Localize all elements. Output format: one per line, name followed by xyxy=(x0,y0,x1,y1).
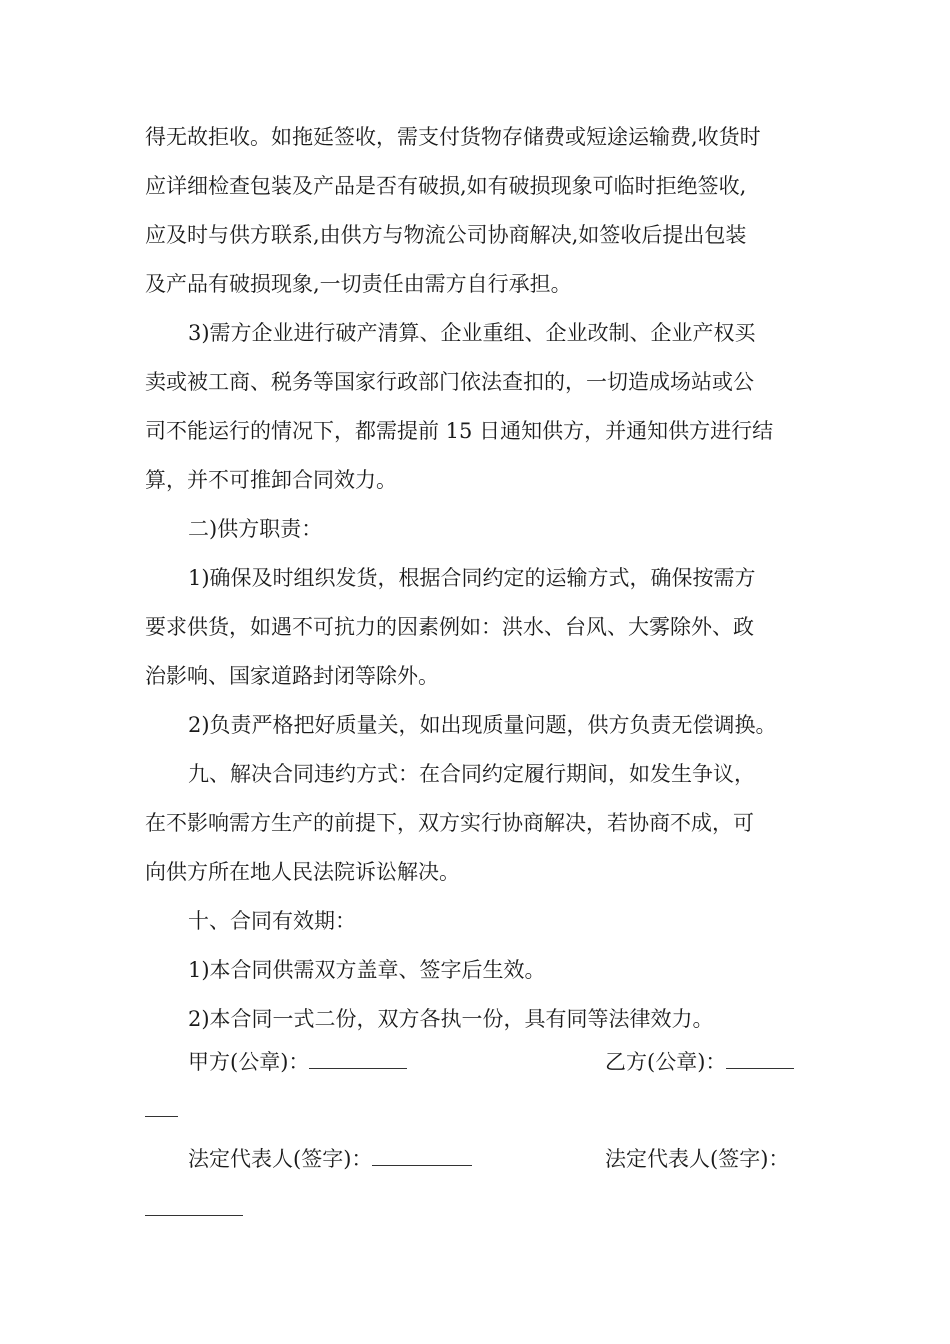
party-a-seal-label: 甲方(公章)： xyxy=(188,1050,310,1074)
party-a-rep-label: 法定代表人(签字)： xyxy=(188,1147,373,1171)
section-heading: 十、合同有效期： xyxy=(188,909,356,933)
text-line: 1)本合同供需双方盖章、签字后生效。 xyxy=(188,958,546,982)
text-line: 得无故拒收。如拖延签收，需支付货物存储费或短途运输费,收货时 xyxy=(145,125,761,149)
party-a-seal-field xyxy=(188,1047,407,1077)
section-heading: 二)供方职责： xyxy=(188,517,323,541)
party-a-seal-blank xyxy=(309,1048,407,1069)
text-line: 及产品有破损现象,一切责任由需方自行承担。 xyxy=(145,272,572,296)
party-b-seal-field xyxy=(605,1047,794,1077)
text-line: 算，并不可推卸合同效力。 xyxy=(145,468,397,492)
party-b-rep-label: 法定代表人(签字)： xyxy=(605,1147,790,1171)
party-b-seal-blank-continued xyxy=(145,1116,178,1117)
party-b-rep-field xyxy=(605,1144,789,1174)
text-line: 2)负责严格把好质量关，如出现质量问题，供方负责无偿调换。 xyxy=(188,713,777,737)
party-b-seal-label: 乙方(公章)： xyxy=(605,1050,727,1074)
text-line: 向供方所在地人民法院诉讼解决。 xyxy=(145,860,460,884)
text-line: 卖或被工商、税务等国家行政部门依法查扣的，一切造成场站或公 xyxy=(145,370,754,394)
text-line: 3)需方企业进行破产清算、企业重组、企业改制、企业产权买 xyxy=(188,321,756,345)
party-b-rep-blank xyxy=(145,1215,243,1216)
text-line: 1)确保及时组织发货，根据合同约定的运输方式，确保按需方 xyxy=(188,566,756,590)
party-b-seal-blank xyxy=(726,1048,794,1069)
party-a-rep-field xyxy=(188,1144,472,1174)
text-line: 在不影响需方生产的前提下，双方实行协商解决，若协商不成，可 xyxy=(145,811,754,835)
text-line: 要求供货，如遇不可抗力的因素例如：洪水、台风、大雾除外、政 xyxy=(145,615,754,639)
text-line: 2)本合同一式二份，双方各执一份，具有同等法律效力。 xyxy=(188,1007,714,1031)
text-line: 司不能运行的情况下，都需提前 15 日通知供方，并通知供方进行结 xyxy=(145,419,774,443)
text-line: 治影响、国家道路封闭等除外。 xyxy=(145,664,439,688)
section-heading: 九、解决合同违约方式：在合同约定履行期间，如发生争议， xyxy=(188,762,755,786)
party-a-rep-blank xyxy=(372,1145,472,1166)
text-line: 应及时与供方联系,由供方与物流公司协商解决,如签收后提出包装 xyxy=(145,223,747,247)
text-line: 应详细检查包装及产品是否有破损,如有破损现象可临时拒绝签收, xyxy=(145,174,747,198)
